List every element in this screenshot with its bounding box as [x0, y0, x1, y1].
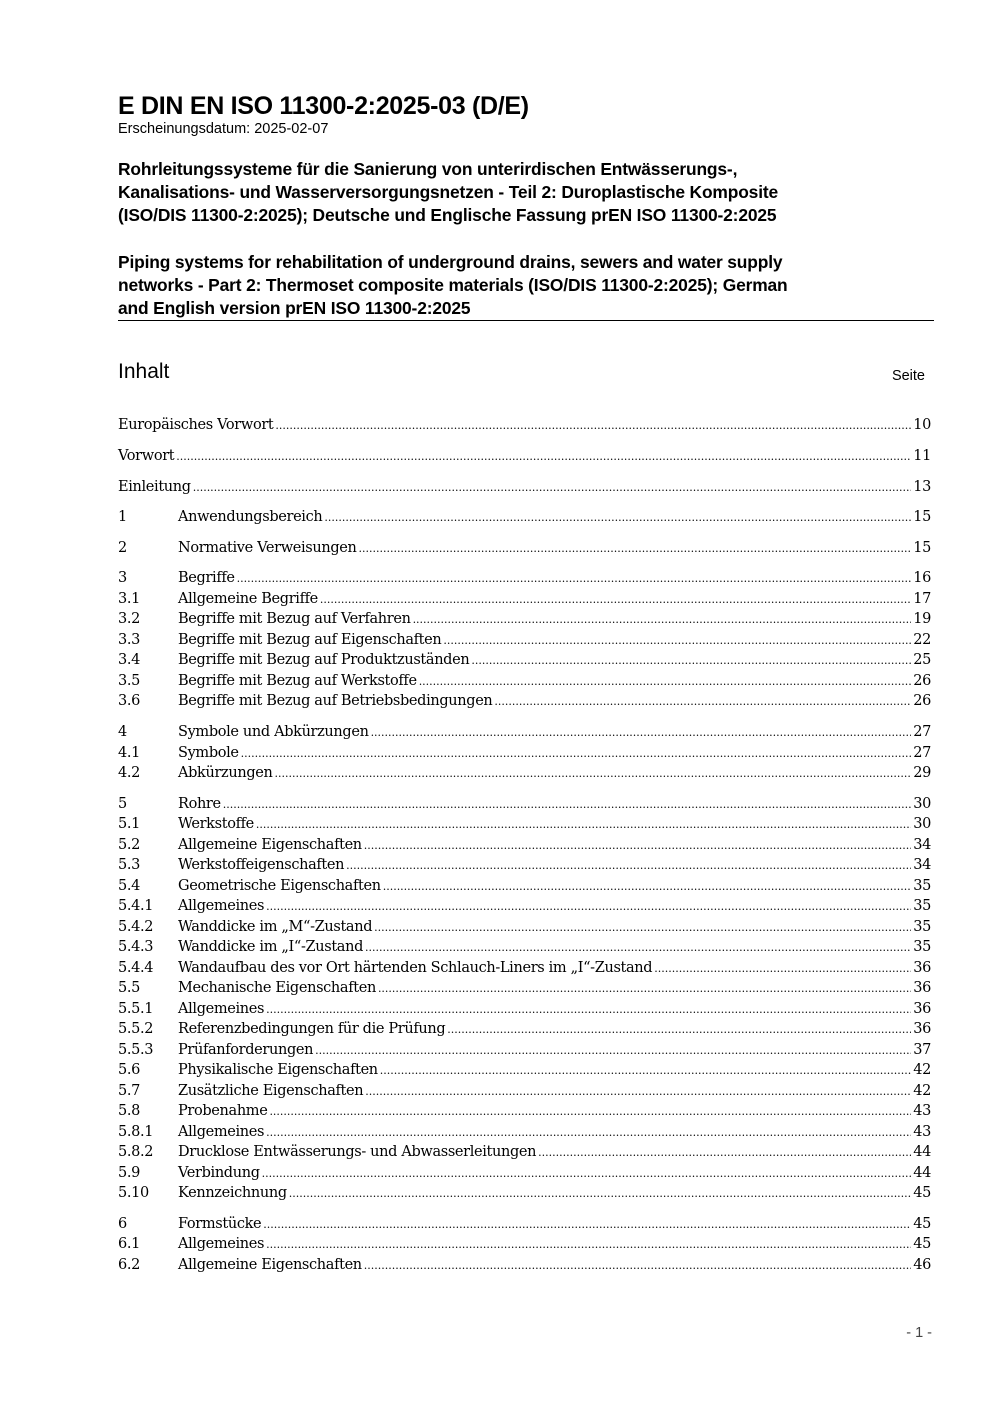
- toc-entry[interactable]: [118, 1062, 931, 1082]
- toc-entry-page: 43: [913, 1124, 931, 1140]
- toc-entry-number: 4.1: [118, 745, 141, 761]
- toc-entry-page: 15: [913, 540, 931, 556]
- toc-entry-page: 13: [913, 479, 931, 495]
- toc-entry[interactable]: [118, 632, 931, 652]
- toc-entry-number: 5.4.2: [118, 919, 154, 935]
- toc-entry-page: 45: [913, 1236, 931, 1252]
- toc-entry-title: Mechanische Eigenschaften: [178, 980, 376, 996]
- toc-entry-number: 3.2: [118, 611, 141, 627]
- toc-entry-number: 5.5: [118, 980, 141, 996]
- toc-entry-title: Allgemeine Eigenschaften: [178, 1257, 362, 1273]
- toc-entry-title: Anwendungsbereich: [178, 509, 323, 525]
- toc-entry-number: 3.4: [118, 652, 141, 668]
- toc-entry-title: Begriffe mit Bezug auf Verfahren: [178, 611, 411, 627]
- toc-entry-number: 5.8.2: [118, 1144, 154, 1160]
- toc-dot-leader: [374, 921, 911, 934]
- toc-entry[interactable]: [118, 1021, 931, 1041]
- toc-dot-leader: [320, 593, 911, 606]
- toc-dot-leader: [364, 1259, 911, 1272]
- toc-entry-title: Allgemeine Eigenschaften: [178, 837, 362, 853]
- toc-dot-leader: [365, 1085, 911, 1098]
- toc-entry-title: Vorwort: [118, 448, 175, 464]
- toc-entry-number: 5.6: [118, 1062, 141, 1078]
- toc-entry-title: Allgemeine Begriffe: [178, 591, 318, 607]
- toc-entry-page: 17: [913, 591, 931, 607]
- toc-dot-leader: [176, 450, 911, 463]
- toc-entry-page: 43: [913, 1103, 931, 1119]
- document-id: E DIN EN ISO 11300-2:2025-03 (D/E): [118, 92, 529, 120]
- toc-entry-page: 44: [913, 1165, 931, 1181]
- toc-entry[interactable]: [118, 448, 931, 468]
- toc-page-column-label: Seite: [891, 368, 925, 384]
- toc-entry[interactable]: [118, 796, 931, 816]
- toc-entry-page: 16: [913, 570, 931, 586]
- toc-entry[interactable]: [118, 898, 931, 918]
- toc-entry[interactable]: [118, 1236, 931, 1256]
- toc-entry-title: Wanddicke im „M“-Zustand: [178, 919, 373, 935]
- toc-entry[interactable]: [118, 693, 931, 713]
- toc-entry-title: Begriffe mit Bezug auf Produktzuständen: [178, 652, 470, 668]
- toc-dot-leader: [274, 767, 911, 780]
- title-german-line: Rohrleitungssysteme für die Sanierung von unterirdischen Entwässerungs-,: [118, 159, 738, 179]
- toc-dot-leader: [413, 613, 912, 626]
- toc-dot-leader: [269, 1105, 911, 1118]
- toc-entry-number: 5.3: [118, 857, 141, 873]
- toc-entry-page: 22: [913, 632, 931, 648]
- title-german-line: Kanalisations- und Wasserversorgungsnetzen - Teil 2: Duroplastische Komposite: [118, 182, 779, 202]
- toc-entry-number: 3: [118, 570, 127, 586]
- title-german: [118, 158, 938, 227]
- toc-entry-page: 45: [913, 1185, 931, 1201]
- toc-dot-leader: [266, 900, 911, 913]
- toc-entry-title: Wanddicke im „I“-Zustand: [178, 939, 364, 955]
- title-english-line: and English version prEN ISO 11300-2:2025: [118, 298, 471, 318]
- toc-entry-title: Drucklose Entwässerungs- und Abwasserleitungen: [178, 1144, 537, 1160]
- toc-entry-number: 3.3: [118, 632, 141, 648]
- toc-entry-title: Zusätzliche Eigenschaften: [178, 1083, 364, 1099]
- toc-entry-number: 4.2: [118, 765, 141, 781]
- toc-entry[interactable]: [118, 1216, 931, 1236]
- toc-entry[interactable]: [118, 724, 931, 744]
- title-divider: [118, 320, 934, 321]
- toc-entry-title: Begriffe mit Bezug auf Eigenschaften: [178, 632, 442, 648]
- title-english-line: Piping systems for rehabilitation of underground drains, sewers and water supply: [118, 252, 783, 272]
- toc-entry-number: 5.2: [118, 837, 141, 853]
- toc-dot-leader: [443, 634, 911, 647]
- toc-entry-number: 5.10: [118, 1185, 149, 1201]
- toc-entry-page: 34: [913, 857, 931, 873]
- toc-entry[interactable]: [118, 1103, 931, 1123]
- toc-dot-leader: [256, 818, 911, 831]
- toc-dot-leader: [654, 962, 911, 975]
- toc-dot-leader: [378, 982, 911, 995]
- toc-entry-number: 2: [118, 540, 127, 556]
- toc-entry-page: 15: [913, 509, 931, 525]
- toc-entry-number: 5.4.1: [118, 898, 154, 914]
- toc-entry-page: 27: [913, 745, 931, 761]
- title-german-line: (ISO/DIS 11300-2:2025); Deutsche und Englische Fassung prEN ISO 11300-2:2025: [118, 205, 777, 225]
- toc-entry-number: 5.8.1: [118, 1124, 154, 1140]
- toc-entry-title: Allgemeines: [178, 1001, 265, 1017]
- toc-entry-number: 5.4: [118, 878, 141, 894]
- toc-entry-page: 36: [913, 980, 931, 996]
- toc-entry-page: 11: [913, 448, 931, 464]
- toc-entry-title: Einleitung: [118, 479, 191, 495]
- toc-dot-leader: [346, 859, 911, 872]
- toc-entry-page: 45: [913, 1216, 931, 1232]
- toc-dot-leader: [364, 839, 911, 852]
- toc-entry[interactable]: [118, 1165, 931, 1185]
- toc-entry-title: Allgemeines: [178, 1124, 265, 1140]
- toc-dot-leader: [365, 941, 911, 954]
- toc-entry-number: 6.2: [118, 1257, 141, 1273]
- toc-entry-title: Werkstoffeigenschaften: [178, 857, 345, 873]
- toc-entry-title: Symbole: [178, 745, 239, 761]
- toc-entry-number: 5.7: [118, 1083, 141, 1099]
- toc-entry[interactable]: [118, 417, 931, 437]
- toc-dot-leader: [237, 572, 912, 585]
- toc-entry[interactable]: [118, 960, 931, 980]
- toc-dot-leader: [419, 675, 912, 688]
- toc-dot-leader: [275, 419, 911, 432]
- toc-heading: Inhalt: [118, 360, 170, 383]
- toc-entry[interactable]: [118, 745, 931, 765]
- title-english-line: networks - Part 2: Thermoset composite materials (ISO/DIS 11300-2:2025); German: [118, 275, 788, 295]
- toc-entry-page: 42: [913, 1083, 931, 1099]
- toc-entry-title: Begriffe: [178, 570, 235, 586]
- toc-entry-page: 10: [913, 417, 931, 433]
- toc-entry-number: 4: [118, 724, 127, 740]
- toc-entry-page: 30: [913, 816, 931, 832]
- publication-date: Erscheinungsdatum: 2025-02-07: [118, 121, 329, 137]
- toc-dot-leader: [371, 726, 912, 739]
- toc-entry[interactable]: [118, 479, 931, 499]
- toc-entry-page: 35: [913, 939, 931, 955]
- toc-entry-title: Verbindung: [178, 1165, 260, 1181]
- toc-entry-number: 5.4.3: [118, 939, 154, 955]
- toc-entry-number: 5.5.3: [118, 1042, 154, 1058]
- toc-entry-title: Normative Verweisungen: [178, 540, 357, 556]
- toc-entry-title: Werkstoffe: [178, 816, 254, 832]
- toc-entry-number: 6.1: [118, 1236, 141, 1252]
- toc-entry-number: 1: [118, 509, 127, 525]
- toc-dot-leader: [263, 1218, 911, 1231]
- toc-entry-number: 5.9: [118, 1165, 141, 1181]
- toc-entry-page: 36: [913, 960, 931, 976]
- toc-entry-title: Rohre: [178, 796, 221, 812]
- toc-entry-page: 29: [913, 765, 931, 781]
- toc-entry-page: 36: [913, 1001, 931, 1017]
- toc-entry[interactable]: [118, 837, 931, 857]
- toc-dot-leader: [241, 747, 912, 760]
- toc-dot-leader: [538, 1146, 911, 1159]
- toc-entry-page: 26: [913, 673, 931, 689]
- toc-dot-leader: [193, 481, 912, 494]
- toc-entry-title: Geometrische Eigenschaften: [178, 878, 381, 894]
- toc-dot-leader: [494, 695, 911, 708]
- toc-entry-title: Allgemeines: [178, 1236, 265, 1252]
- toc-entry[interactable]: [118, 878, 931, 898]
- toc-entry-page: 25: [913, 652, 931, 668]
- toc-entry-title: Kennzeichnung: [178, 1185, 287, 1201]
- toc-dot-leader: [262, 1167, 912, 1180]
- toc-entry[interactable]: [118, 919, 931, 939]
- toc-entry[interactable]: [118, 765, 931, 785]
- toc-entry-number: 5: [118, 796, 127, 812]
- toc-entry[interactable]: [118, 1124, 931, 1144]
- toc-entry[interactable]: [118, 1042, 931, 1062]
- toc-entry-number: 3.6: [118, 693, 141, 709]
- toc-entry-number: 5.8: [118, 1103, 141, 1119]
- toc-entry[interactable]: [118, 939, 931, 959]
- toc-dot-leader: [223, 798, 911, 811]
- toc-entry-page: 19: [913, 611, 931, 627]
- toc-entry[interactable]: [118, 1257, 931, 1277]
- toc-entry-page: 34: [913, 837, 931, 853]
- toc-entry-title: Allgemeines: [178, 898, 265, 914]
- toc-entry-title: Physikalische Eigenschaften: [178, 1062, 378, 1078]
- toc-entry-number: 5.5.1: [118, 1001, 154, 1017]
- toc-entry-title: Wandaufbau des vor Ort härtenden Schlauch-Liners im „I“-Zustand: [178, 960, 653, 976]
- toc-entry-page: 27: [913, 724, 931, 740]
- footer-page-number: - 1 -: [906, 1325, 932, 1341]
- toc-entry-title: Prüfanforderungen: [178, 1042, 314, 1058]
- toc-entry[interactable]: [118, 980, 931, 1000]
- toc-entry[interactable]: [118, 509, 931, 529]
- toc-entry-page: 44: [913, 1144, 931, 1160]
- toc-dot-leader: [315, 1044, 911, 1057]
- toc-entry-number: 5.4.4: [118, 960, 154, 976]
- toc-entry[interactable]: [118, 652, 931, 672]
- toc-entry-page: 46: [913, 1257, 931, 1273]
- toc-entry-title: Formstücke: [178, 1216, 262, 1232]
- toc-entry-page: 26: [913, 693, 931, 709]
- toc-entry-number: 3.1: [118, 591, 141, 607]
- toc-entry-title: Probenahme: [178, 1103, 268, 1119]
- toc-entry-page: 35: [913, 878, 931, 894]
- toc-entry-title: Begriffe mit Bezug auf Betriebsbedingungen: [178, 693, 493, 709]
- toc-entry[interactable]: [118, 1144, 931, 1164]
- toc-entry-page: 36: [913, 1021, 931, 1037]
- toc-dot-leader: [383, 880, 912, 893]
- toc-entry-number: 5.5.2: [118, 1021, 154, 1037]
- toc-dot-leader: [266, 1238, 911, 1251]
- toc-entry[interactable]: [118, 611, 931, 631]
- toc-entry[interactable]: [118, 570, 931, 590]
- toc-entry[interactable]: [118, 1185, 931, 1205]
- toc-dot-leader: [324, 511, 911, 524]
- toc-dot-leader: [266, 1126, 911, 1139]
- toc-dot-leader: [471, 654, 911, 667]
- toc-dot-leader: [380, 1064, 911, 1077]
- title-english: [118, 251, 938, 320]
- toc-entry[interactable]: [118, 673, 931, 693]
- toc-entry-title: Begriffe mit Bezug auf Werkstoffe: [178, 673, 417, 689]
- toc-entry-title: Europäisches Vorwort: [118, 417, 274, 433]
- toc-entry-page: 30: [913, 796, 931, 812]
- toc-dot-leader: [359, 542, 912, 555]
- toc-entry-page: 42: [913, 1062, 931, 1078]
- toc-entry[interactable]: [118, 540, 931, 560]
- toc-entry[interactable]: [118, 816, 931, 836]
- toc-dot-leader: [289, 1187, 911, 1200]
- toc-entry-title: Referenzbedingungen für die Prüfung: [178, 1021, 446, 1037]
- toc-entry-title: Symbole und Abkürzungen: [178, 724, 369, 740]
- toc-entry-number: 5.1: [118, 816, 141, 832]
- toc-entry[interactable]: [118, 591, 931, 611]
- toc-entry-page: 35: [913, 919, 931, 935]
- toc-entry-number: 3.5: [118, 673, 141, 689]
- toc-dot-leader: [447, 1023, 911, 1036]
- toc-entry[interactable]: [118, 1001, 931, 1021]
- toc-entry[interactable]: [118, 1083, 931, 1103]
- toc-entry[interactable]: [118, 857, 931, 877]
- toc-entry-number: 6: [118, 1216, 127, 1232]
- toc-entry-page: 37: [913, 1042, 931, 1058]
- toc-dot-leader: [266, 1003, 911, 1016]
- toc-entry-page: 35: [913, 898, 931, 914]
- toc-entry-title: Abkürzungen: [178, 765, 273, 781]
